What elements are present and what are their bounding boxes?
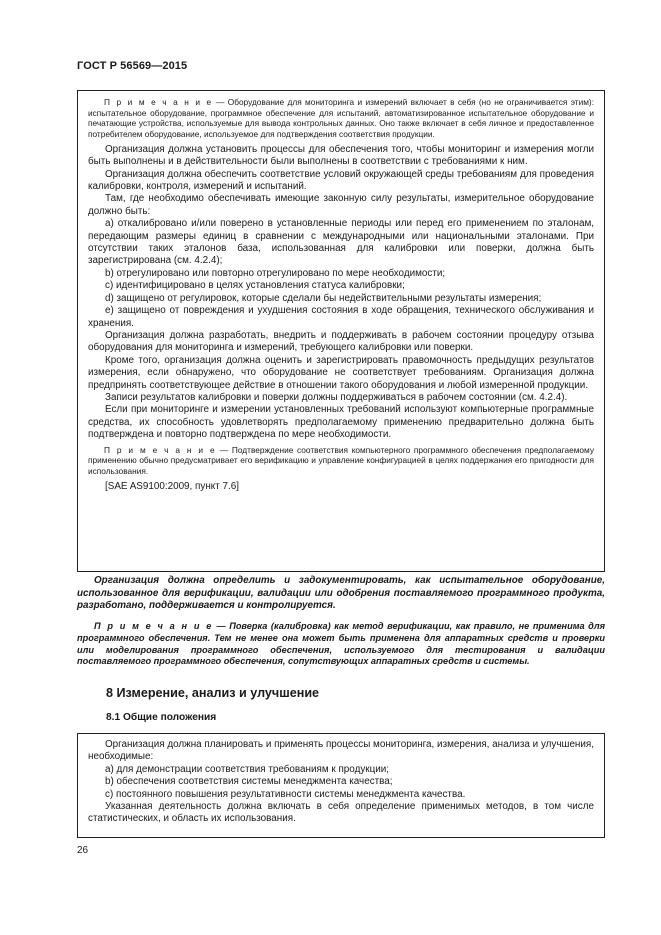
bold-requirement: Организация должна определить и задокументировать, как испытательное оборудование, использованное для верификации, валидации или одобрения поставляемого программного продукта, разработано, поддерживается и контролируется. xyxy=(77,575,605,612)
note-label: П р и м е ч а н и е xyxy=(104,444,217,455)
source-reference: [SAE AS9100:2009, пункт 7.6] xyxy=(105,480,239,492)
document-header: ГОСТ Р 56569—2015 xyxy=(77,60,188,72)
paragraph: Организация должна планировать и применять процессы мониторинга, измерения, анализа и улучшения, необходимые: xyxy=(88,739,594,763)
list-item: d) защищено от регулировок, которые сделали бы недействительными результаты измерения; xyxy=(105,292,542,304)
paragraph: Записи результатов калибровки и поверки должны поддерживаться в рабочем состоянии (см. 4.2.4). xyxy=(105,391,568,403)
paragraph: Организация должна установить процессы для обеспечения того, чтобы мониторинг и измерения могли быть выполнены и в действительности были выполнены в соответствии с требованиями к ним. xyxy=(88,143,594,168)
bold-note xyxy=(77,621,605,668)
section-heading: 8 Измерение, анализ и улучшение xyxy=(106,686,320,700)
paragraph: Организация должна обеспечить соответствие условий окружающей среды требованиям для проведения калибровки, контроля, измерений и испытаний. xyxy=(88,168,594,193)
list-item: a) для демонстрации соответствия требованиям к продукции; xyxy=(105,763,390,775)
paragraph: Организация должна разработать, внедрить и поддерживать в рабочем состоянии процедуру отзыва оборудования для мониторинга и измерений, требующего калибровки или поверки. xyxy=(88,329,594,354)
quoted-requirements-box-2 xyxy=(77,733,605,838)
note-text: — Оборудование для мониторинга и измерений включает в себя (но не ограничивается этим): испытательное оборудование, программное обеспечение для испытаний, автоматизированное испытательное оборудование и печатающие устройства, используемые для вывода контрольных данных. Оно также включает в себя личное и предоставленное потребителем оборудование, используемое для подтверждения соответствия продукции. xyxy=(88,97,594,140)
paragraph: Кроме того, организация должна оценить и зарегистрировать правомочность предыдущих результатов измерения, если обнаружено, что оборудование не соответствует требованиям. Организация должна предпринять соответствующее действие в отношении такого оборудования и любой измеренной продукции. xyxy=(88,354,594,391)
note-equipment xyxy=(88,97,594,140)
paragraph: Если при мониторинге и измерении установленных требований используют компьютерные программные средства, их способность удовлетворять предполагаемому применению предварительно должна быть подтверждена и повторно подтверждена по мере необходимости. xyxy=(88,404,594,441)
paragraph: Там, где необходимо обеспечивать имеющие законную силу результаты, измерительное оборудование должно быть: xyxy=(88,193,594,217)
paragraph: Указанная деятельность должна включать в себя определение применимых методов, в том числе статистических, и область их использования. xyxy=(88,801,594,825)
list-item: c) идентифицировано в целях установления статуса калибровки; xyxy=(105,280,405,292)
note-label: П р и м е ч а н и е xyxy=(104,97,213,107)
note-text: — Подтверждение соответствия компьютерного программного обеспечения предполагаемому применению обычно предусматривает его верификацию и управление конфигурацией в целях поддержания его пригодности для использования. xyxy=(88,444,594,476)
list-item: c) постоянного повышения результативности системы менеджмента качества. xyxy=(105,788,466,800)
list-item: b) отрегулировано или повторно отрегулировано по мере необходимости; xyxy=(105,267,446,279)
note-software xyxy=(88,445,594,477)
quoted-requirements-box xyxy=(77,90,605,572)
note-text: — Поверка (калибровка) как метод верификации, как правило, не применима для программного обеспечения. Тем не менее она может быть применена для аппаратных средств и проверки или моделирования программного обеспечения, используемого для тестирования и валидации поставляемого программного обеспечения, сопутствующих аппаратных средств и системы. xyxy=(77,621,605,667)
list-item: e) защищено от повреждения и ухудшения состояния в ходе обращения, технического обслуживания и хранения. xyxy=(88,305,594,329)
list-item: b) обеспечения соответствия системы менеджмента качества; xyxy=(105,776,393,788)
note-label: П р и м е ч а н и е xyxy=(94,621,213,631)
subsection-heading: 8.1 Общие положения xyxy=(106,712,217,723)
page-number: 26 xyxy=(77,845,89,856)
list-item: a) откалибровано и/или поверено в установленные периоды или перед его применением по эталонам, передающим размеры единиц в сравнении с международными или национальными эталонами. При отсутствии таких эталонов база, использованная для калибровки или поверки, должна быть зарегистрирована (см. 4.2.4); xyxy=(88,218,594,267)
